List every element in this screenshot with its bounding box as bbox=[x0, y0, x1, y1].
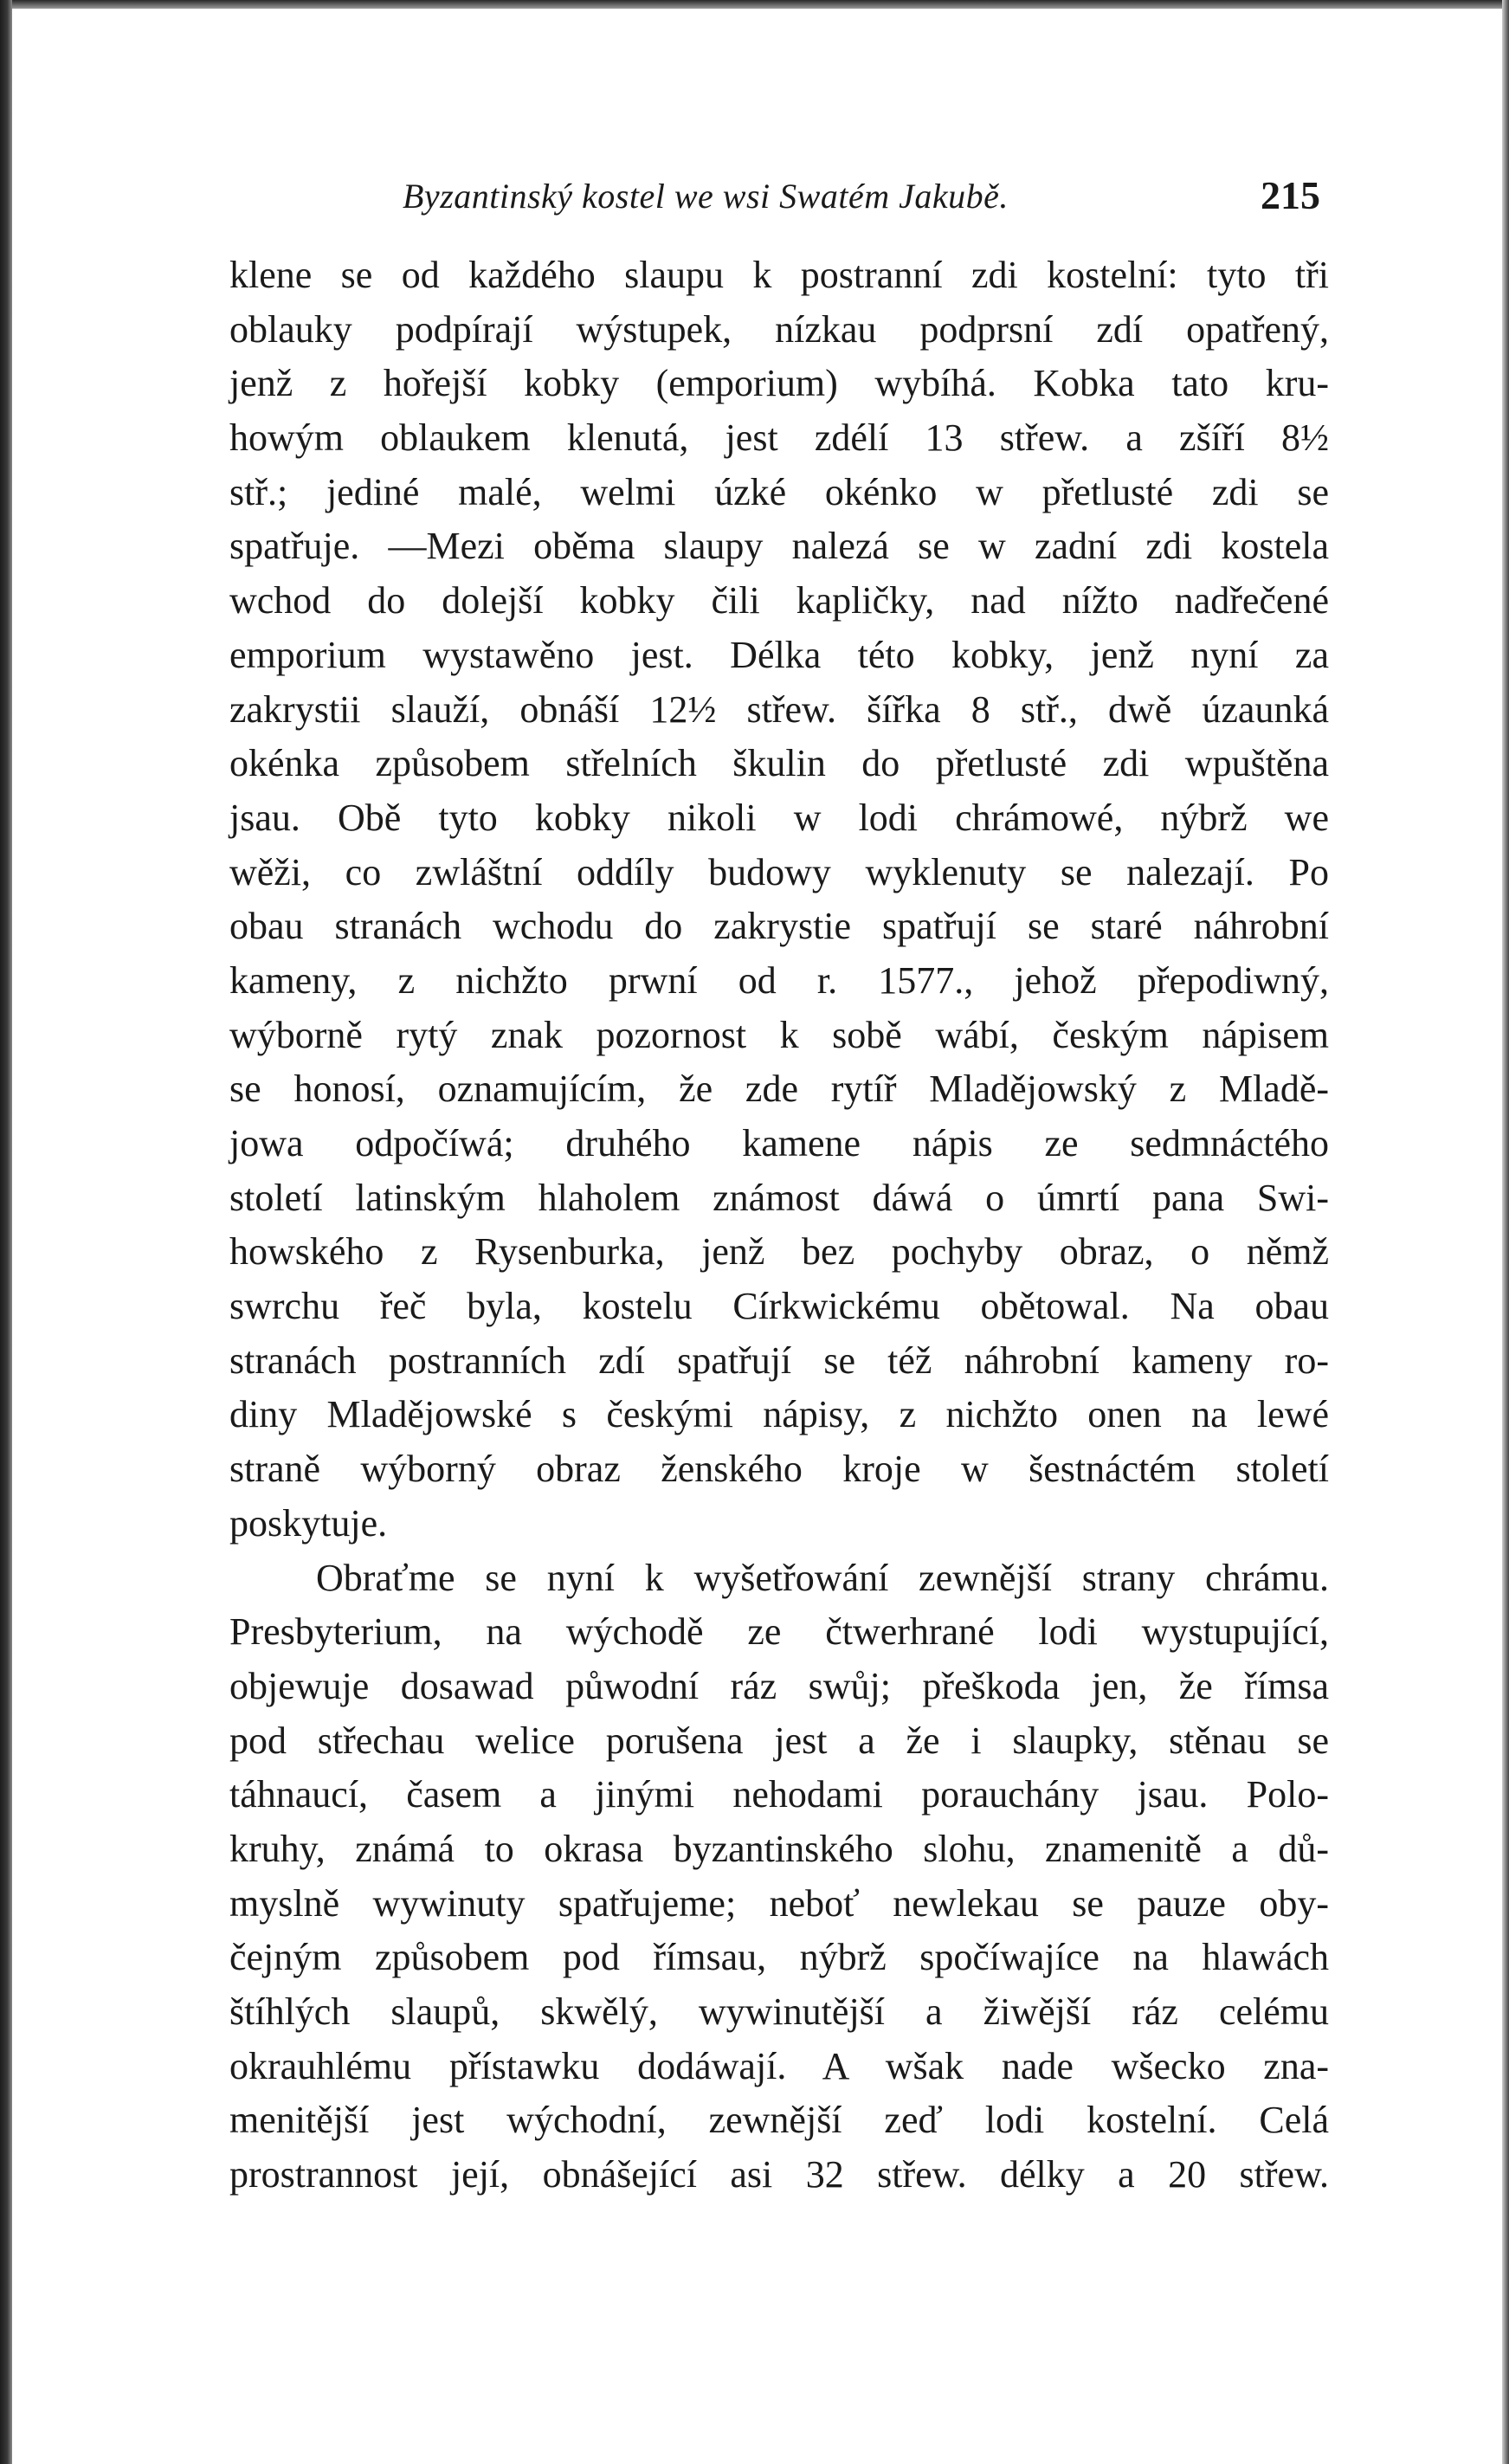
text-line: zakrystii slauží, obnáší 12½ střew. šířka 8 stř., dwě úzaunká bbox=[229, 687, 1329, 731]
text-line: Obraťme se nyní k wyšetřowání zewnější strany chrámu. bbox=[316, 1556, 1329, 1599]
text-line: poskytuje. bbox=[229, 1501, 388, 1545]
text-line: okrauhlému přístawku dodáwají. A wšak nade wšecko zna- bbox=[229, 2044, 1329, 2087]
text-line: jowa odpočíwá; druhého kamene nápis ze sedmnáctého bbox=[229, 1122, 1329, 1164]
text-line: wchod do dolejší kobky čili kapličky, nad nížto nadřečené bbox=[229, 579, 1329, 622]
text-line: howým oblaukem klenutá, jest zdélí 13 střew. a zšíří 8½ bbox=[229, 416, 1329, 460]
text-line: howského z Rysenburka, jenž bez pochyby obraz, o němž bbox=[229, 1230, 1329, 1274]
text-line: táhnaucí, časem a jinými nehodami porauchány jsau. Polo- bbox=[229, 1773, 1329, 1816]
scan-edge-top bbox=[12, 0, 1509, 9]
text-line: obau stranách wchodu do zakrystie spatřují se staré náhrobní bbox=[229, 905, 1329, 948]
text-line: prostrannost její, obnášející asi 32 střew. délky a 20 střew. bbox=[229, 2153, 1329, 2196]
text-line: myslně wywinuty spatřujeme; neboť newlekau se pauze oby- bbox=[229, 1881, 1329, 1925]
running-head bbox=[229, 169, 1329, 229]
text-line: swrchu řeč byla, kostelu Církwickému obětowal. Na obau bbox=[229, 1285, 1329, 1328]
text-line: spatřuje. —Mezi oběma slaupy nalezá se w zadní zdi kostela bbox=[229, 525, 1329, 568]
text-line: oblauky podpírají wýstupek, nízkau podprsní zdí opatřený, bbox=[229, 307, 1329, 351]
text-line: klene se od každého slaupu k postranní zdi kostelní: tyto tři bbox=[229, 254, 1329, 296]
text-line: štíhlých slaupů, skwělý, wywinutější a žiwější ráz celému bbox=[229, 1990, 1329, 2033]
text-line: diny Mladějowské s českými nápisy, z nichžto onen na lewé bbox=[229, 1393, 1329, 1436]
text-line: okénka způsobem střelních škulin do přetlusté zdi wpuštěna bbox=[229, 742, 1329, 785]
scan-edge-right bbox=[1502, 0, 1509, 2464]
text-line: kameny, z nichžto prwní od r. 1577., jehož přepodiwný, bbox=[229, 958, 1329, 1002]
text-line: menitější jest wýchodní, zewnější zeď lodi kostelní. Celá bbox=[229, 2099, 1329, 2142]
text-line: emporium wystawěno jest. Délka této kobky, jenž nyní za bbox=[229, 633, 1329, 676]
text-line: stranách postranních zdí spatřují se též náhrobní kameny ro- bbox=[229, 1338, 1329, 1382]
text-line: wýborně rytý znak pozornost k sobě wábí, českým nápisem bbox=[229, 1013, 1329, 1056]
body-text bbox=[229, 248, 1329, 2203]
text-line: pod střechau welice porušena jest a že i slaupky, stěnau se bbox=[229, 1719, 1329, 1762]
text-line: wěži, co zwláštní oddíly budowy wyklenuty se nalezají. Po bbox=[229, 850, 1329, 893]
text-line: Presbyterium, na wýchodě ze čtwerhrané lodi wystupující, bbox=[229, 1610, 1329, 1654]
text-line: čejným způsobem pod římsau, nýbrž spočíwajíce na hlawách bbox=[229, 1936, 1329, 1979]
text-line: jenž z hořejší kobky (emporium) wybíhá. Kobka tato kru- bbox=[229, 362, 1329, 405]
text-line: se honosí, oznamujícím, že zde rytíř Mladějowský z Mladě- bbox=[229, 1068, 1329, 1111]
scan-edge-left bbox=[0, 0, 12, 2464]
text-line: jsau. Obě tyto kobky nikoli w lodi chrámowé, nýbrž we bbox=[229, 796, 1329, 839]
paragraph-2 bbox=[229, 1551, 1329, 2203]
text-line: stř.; jediné malé, welmi úzké okénko w přetlusté zdi se bbox=[229, 470, 1329, 513]
page-number: 215 bbox=[1261, 173, 1320, 217]
text-line: straně wýborný obraz ženského kroje w šestnáctém století bbox=[229, 1448, 1329, 1491]
book-page bbox=[229, 169, 1329, 2203]
text-line: století latinským hlaholem známost dáwá o úmrtí pana Swi- bbox=[229, 1176, 1329, 1219]
text-line: kruhy, známá to okrasa byzantinského slohu, znamenitě a dů- bbox=[229, 1827, 1329, 1870]
paragraph-1 bbox=[229, 248, 1329, 1551]
running-title: Byzantinský kostel we wsi Swatém Jakubě. bbox=[403, 177, 1009, 216]
text-line: objewuje dosawad půwodní ráz swůj; přeškoda jen, že římsa bbox=[229, 1664, 1329, 1707]
